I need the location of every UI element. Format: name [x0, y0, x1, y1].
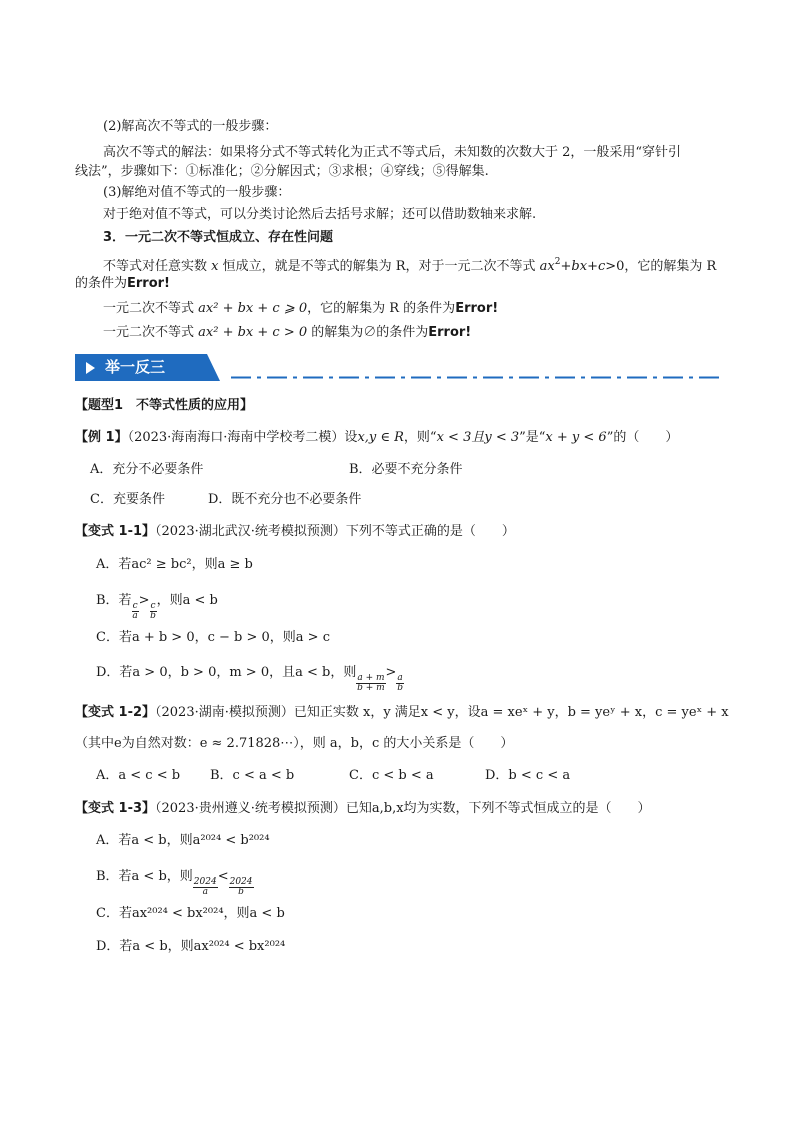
numerator: c	[150, 601, 156, 611]
text-span: ，它的解集为 R 的条件为	[307, 301, 456, 316]
text-span: ，则a < b	[156, 593, 218, 608]
plus: +	[560, 259, 572, 274]
denominator: b	[238, 887, 244, 897]
variant-1-2-question-line1	[75, 704, 729, 722]
dash-dot-divider	[231, 376, 719, 379]
play-triangle-icon	[86, 362, 95, 374]
text-span: 的条件为	[75, 276, 128, 291]
denominator: a	[202, 887, 208, 897]
text-span: ，则“	[403, 430, 437, 445]
option-c[interactable]: C．若a + b > 0，c − b > 0，则a > c	[96, 630, 330, 645]
variant-1-2-question-line2: （其中e为自然对数：e ≈ 2.71828⋯），则 a，b，c 的大小关系是（ ）	[75, 736, 514, 751]
condition-paragraph-line2	[75, 275, 170, 293]
fraction-a-over-b	[396, 674, 403, 693]
math-vars: x,y ∈ R	[357, 430, 404, 445]
text-span: 恒成立，就是不等式的解集为 R，对于一元二次不等式	[218, 259, 540, 274]
option-a[interactable]: A．若ac² ≥ bc²，则a ≥ b	[96, 557, 253, 572]
option-c[interactable]: C．若ax²⁰²⁴ < bx²⁰²⁴，则a < b	[96, 906, 285, 921]
practice-banner	[75, 354, 220, 381]
var-x: x	[211, 259, 219, 274]
denominator: b	[397, 683, 403, 693]
fraction-am-over-bm	[356, 674, 385, 693]
error-text: Error!	[428, 325, 472, 340]
option-a[interactable]: A．若a < b，则a²⁰²⁴ < b²⁰²⁴	[96, 833, 270, 848]
section-heading-3: 3．一元二次不等式恒成立、存在性问题	[103, 230, 334, 245]
example-1-question	[75, 429, 678, 447]
example-tag: 【例 1】	[75, 430, 128, 445]
math-cond2: x + y < 6	[545, 430, 607, 445]
expr-quadratic: ax² + bx + c ⩾ 0	[198, 301, 308, 316]
expr-ax: ax	[539, 259, 555, 274]
abs-method-text: 对于绝对值不等式，可以分类讨论然后去括号求解；还可以借助数轴来求解.	[103, 207, 537, 222]
denominator: b + m	[357, 683, 385, 693]
fraction-2024-over-a	[193, 878, 218, 897]
option-b[interactable]: B．若 $\frac{c}{a}$ > $\frac{c}{b}$ ，则a < b	[96, 593, 218, 621]
expr-c: c	[597, 259, 606, 274]
error-text: Error!	[455, 301, 499, 316]
variant-tag: 【变式 1-1】	[75, 524, 156, 539]
variant-1-3-question	[75, 800, 651, 818]
numerator: 2024	[229, 877, 253, 887]
step-heading-high-order: (2)解高次不等式的一般步骤：	[103, 119, 278, 134]
condition-empty-set	[103, 324, 471, 342]
text-span: B．若a < b，则	[96, 869, 193, 884]
fraction-c-over-a	[132, 602, 139, 621]
source-text: （2023·湖北武汉·统考模拟预测）下列不等式正确的是（ ）	[155, 524, 515, 539]
text-span: 一元二次不等式	[103, 301, 199, 316]
option-d[interactable]: D．b < c < a	[485, 768, 571, 783]
text-span: ”的（ ）	[606, 430, 679, 445]
text-span: 的解集为∅的条件为	[307, 325, 429, 340]
text-span: D．若a > 0，b > 0，m > 0，且a < b，则	[96, 665, 357, 680]
expr-bx: bx	[571, 259, 588, 274]
numerator: c	[132, 601, 138, 611]
text-span: >0，它的解集为 R	[605, 259, 717, 274]
exponent-2: 2	[554, 257, 561, 267]
variant-tag: 【变式 1-2】	[75, 705, 156, 720]
source-text: （2023·贵州遵义·统考模拟预测）已知a,b,x均为实数，下列不等式恒成立的是（ ）	[155, 801, 651, 816]
option-a[interactable]: A．充分不必要条件	[90, 462, 204, 477]
high-order-method-line2: 线法”，步骤如下：①标准化；②分解因式；③求根；④穿线；⑤得解集.	[75, 164, 489, 179]
numerator: 2024	[193, 877, 217, 887]
option-d[interactable]: D．若a < b，则ax²⁰²⁴ < bx²⁰²⁴	[96, 939, 286, 954]
condition-nonstrict	[103, 300, 498, 318]
denominator: a	[132, 611, 138, 621]
source-text: （2023·海南海口·海南中学校考二模）设	[127, 430, 358, 445]
option-b[interactable]: B．c < a < b	[210, 768, 295, 783]
numerator: a	[397, 673, 403, 683]
option-c[interactable]: C．充要条件	[90, 492, 165, 507]
option-a[interactable]: A．a < c < b	[96, 768, 181, 783]
text-span: 一元二次不等式	[103, 325, 199, 340]
text-span: 不等式对任意实数	[103, 259, 212, 274]
text-span: ”是“	[519, 430, 546, 445]
variant-1-1-question	[75, 523, 515, 541]
condition-paragraph-line1	[103, 253, 716, 276]
variant-tag: 【变式 1-3】	[75, 801, 156, 816]
math-cond1: x < 3且y < 3	[436, 430, 520, 445]
option-d[interactable]: D．若a > 0，b > 0，m > 0，且a < b，则 $\frac{a + m}{b + m}$ > $\frac{a}{b}$	[96, 665, 403, 693]
text-span: B．若	[96, 593, 132, 608]
high-order-method-line1: 高次不等式的解法：如果将分式不等式转化为正式不等式后，未知数的次数大于 2，一般采用“穿针引	[103, 145, 682, 160]
fraction-c-over-b	[150, 602, 157, 621]
error-text: Error!	[127, 276, 170, 291]
option-b[interactable]: B．若a < b，则 $\frac{2024}{a}$ < $\frac{2024}{b}$	[96, 869, 253, 897]
expr-quadratic: ax² + bx + c > 0	[198, 325, 308, 340]
option-b[interactable]: B．必要不充分条件	[349, 462, 463, 477]
numerator: a + m	[357, 673, 385, 683]
plus: +	[587, 259, 598, 274]
option-d[interactable]: D．既不充分也不必要条件	[208, 492, 362, 507]
fraction-2024-over-b	[229, 878, 254, 897]
denominator: b	[150, 611, 156, 621]
problem-type-title: 【题型1 不等式性质的应用】	[75, 398, 254, 413]
step-heading-abs: (3)解绝对值不等式的一般步骤：	[103, 185, 291, 200]
source-text: （2023·湖南·模拟预测）已知正实数 x，y 满足x < y，设a = xeˣ + y，b = yeʸ + x，c = yeˣ + x	[155, 705, 729, 720]
option-c[interactable]: C．c < b < a	[349, 768, 434, 783]
banner-title: 举一反三	[105, 358, 166, 376]
